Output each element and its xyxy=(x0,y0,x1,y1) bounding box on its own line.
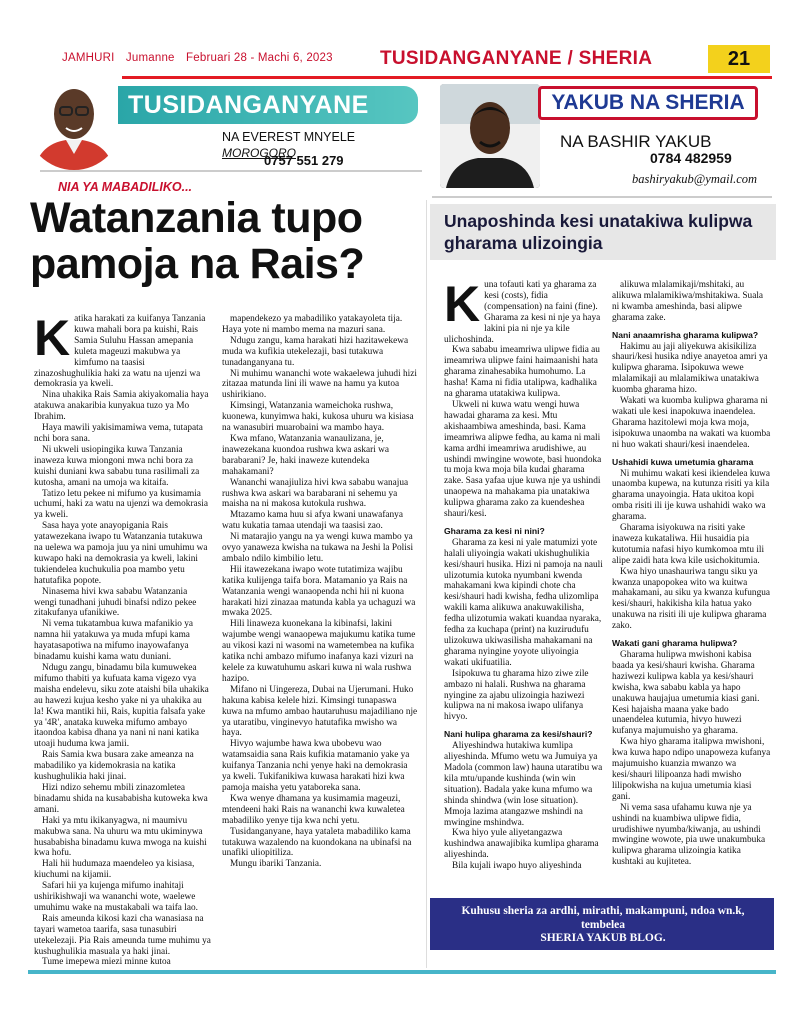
promo-text: Kuhusu sheria za ardhi, mirathi, makampuni, ndoa wn.k, tembelea xyxy=(461,905,745,931)
column-separator xyxy=(426,200,427,968)
paragraph: Haya mawili yakisimamiwa vema, tutapata nchi bora sana. xyxy=(34,423,203,444)
author-photo xyxy=(26,74,122,170)
paper-name: JAMHURI xyxy=(62,52,115,64)
paragraph: Ni vema tukatambua kuwa mafanikio ya namna hii yatakuwa ya muda mfupi kama hayatasapotiwa na mifumo inayowafanya binadamu kuishi kama watu duniani. xyxy=(34,619,194,663)
subheading: Wakati gani gharama hulipwa? xyxy=(612,638,738,649)
paragraph: Kimsingi, Watanzania wameichoka rushwa, kuonewa, kunyimwa haki, kukosa uhuru wa kisiasa na wanasubiri muarobaini wa mambo haya. xyxy=(222,401,414,434)
promo-blog-name: SHERIA YAKUB BLOG. xyxy=(540,932,666,944)
subheading: Nani hulipa gharama za kesi/shauri? xyxy=(444,729,593,740)
issue-info xyxy=(62,52,362,64)
paragraph: Gharama isiyokuwa na risiti yake inaweza kukataliwa. Hii husaidia pia kutotumia nafasi hiyo kumkomoa mtu ili alipe zaidi hata kwa kile usichokitumia. xyxy=(612,523,765,566)
paragraph: Wakati wa kuomba kulipwa gharama ni wakati ule kesi inapokuwa inaendelea. Gharama hazitolewi moja kwa moja, isipokuwa unaomba na wakati wa kuomba ni huo wakati shauri/kesi inaendelea. xyxy=(612,396,771,450)
paragraph: Tusidanganyane, haya yataleta mabadiliko kama tutakuwa wazalendo na kuondokana na ubinafsi na unafiki uliopitiliza. xyxy=(222,826,412,859)
divider xyxy=(432,196,772,198)
paragraph: Kwa hiyo yule aliyetangazwa kushindwa anawajibika kumlipa gharama aliyeshinda. xyxy=(444,828,599,861)
headline-line: pamoja na Rais? xyxy=(30,240,365,288)
paragraph: Ni muhimu wakati kesi ikiendelea kuwa unaomba kupewa, na kutunza risiti ya kila gharama unayoingia. Hata ukitoa kopi omba risiti ili ije kuwa ushahidi wako wa gharama. xyxy=(612,468,771,523)
headline xyxy=(30,195,420,287)
paragraph: Ndugu zangu, kama harakati hizi hazitawekewa muda wa kufikia utekelezaji, basi tutakuwa tunadanganyana tu. xyxy=(222,335,409,368)
paragraph: Kwa wenye dhamana ya kusimamia mageuzi, mtendeeni haki Rais na wananchi kwa kuwaletea mabadiliko yenye tija kwa nchi yetu. xyxy=(222,793,405,826)
paragraph: Nina uhakika Rais Samia akiyakomalia haya atakuwa anakaribia kunyakua tuzo ya Mo Ibrahim. xyxy=(34,390,209,423)
top-divider xyxy=(40,76,772,79)
paragraph: Ni vema sasa ufahamu kuwa nje ya ushindi na kuambiwa ulipwe fidia, urudishiwe nyumba/kiwanja, au ushindi mwingine wowote, pia uwe unakumbuka kulipwa gharama ulizoingia katika kushtaki au kujitetea. xyxy=(612,802,766,868)
paragraph: Rais Samia kwa busara zake ameanza na mabadiliko ya kidemokrasia na katika kushughulikia haki jinai. xyxy=(34,750,194,783)
column-tag xyxy=(118,86,418,124)
paragraph: Kwa hiyo gharama italipwa mwishoni, kwa kuwa hapo ndipo unapoweza kufanya majumuisho kuanzia mwanzo wa kesi/shauri lilipoanza hadi mwisho lilipokwisha na kujua umetumia kiasi gani. xyxy=(612,737,771,802)
paragraph: Ukweli ni kuwa watu wengi huwa hawadai gharama za kesi. Mtu akishaambiwa ameshinda, basi. Kama imeamriwa alipwe fedha, au kama ni mali kama ardhi imeamriwa arudishiwe, au ushindi mwingine wowote, basi huondoka tu moja kwa moja bila kudai gharama zake. Sasa yafaa ujue kuwa nje ya ushindi unaopewa na mahakama pia unatakiwa kulipwa gharama zako za kuendeshea shauri/kesi. xyxy=(444,399,602,520)
paragraph: Kwa hiyo unashauriwa tangu siku ya kwanza unapopokea wito wa kuitwa mahakamani, au siku ya kwanza kufungua kesi/shauri, hakikisha kila hatua yako unakuwa na risiti ili uje kulipwa gharama zako. xyxy=(612,566,770,632)
author-byline: NA BASHIR YAKUB xyxy=(560,132,712,151)
article-column-2 xyxy=(222,314,418,870)
paragraph: Rais ameunda kikosi kazi cha wanasiasa na tayari wametoa taarifa, sasa tunasubiri utekelezaji. Pia Rais ameunda tume muhimu ya kushughulikia masuala ya haki jinai. xyxy=(34,913,211,957)
article-column-3 xyxy=(444,276,604,872)
paragraph: Gharama hulipwa mwishoni kabisa baada ya kesi/shauri kwisha. Gharama haziwezi kulipwa kabla ya kesi/shauri kwisha, kwa sababu kabla ya hapo unakuwa haujajua umetumia kiasi gani. Kesi hajaisha maana yake bado unaendelea kutumia, hivyo huwezi kufanya majumuisho ya gharama. xyxy=(612,650,760,737)
article-column-1 xyxy=(34,310,212,968)
paragraph: Kwa mfano, Watanzania wanaulizana, je, inawezekana kuondoa rushwa kwa askari wa barabarani? Je, haki inaweze kutendeka mahakamani? xyxy=(222,433,390,477)
drop-cap: K xyxy=(34,310,71,366)
paragraph: Wananchi wanajiuliza hivi kwa sababu wanajua rushwa kwa askari wa barabarani ni sehemu ya maisha na ni makosa kutokula rushwa. xyxy=(222,477,409,510)
paragraph: Sasa haya yote anayopigania Rais yatawezekana iwapo tu Watanzania tutakuwa na uelewa wa pamoja juu ya nini umuhimu wa kuwapo haki na demokrasia ya kweli, lakini tukiendelea kuchukulia poa mambo yetu hatutafika popote. xyxy=(34,521,208,586)
column-tag-text: TUSIDANGANYANE xyxy=(128,91,369,119)
headline: Unaposhinda kesi unatakiwa kulipwa gharama ulizoingia xyxy=(444,211,753,253)
paragraph: Isipokuwa tu gharama hizo ziwe zile ambazo ni halali. Rushwa na gharama nyingine za ajabu ulizoingia haziwezi kulipwa na ni makosa iwapo ulifanya hivyo. xyxy=(444,668,589,723)
paragraph: Ni matarajio yangu na ya wengi kuwa mambo ya ovyo yanaweza kwisha na tukawa na Jeshi la Polisi ambalo ndilo kimbilio letu. xyxy=(222,532,414,564)
paragraph: Hakimu au jaji aliyekuwa akisikiliza shauri/kesi husika ndiye anayetoa amri ya kulipwa gharama. Isipokuwa wewe mlalamikaji au mlalamikiwa unatakiwa kuomba gharama hizo. xyxy=(612,341,768,396)
section-title: TUSIDANGANYANE / SHERIA xyxy=(380,48,653,69)
column-tag-text: YAKUB NA SHERIA xyxy=(551,91,745,114)
paragraph: Kwa sababu imeamriwa ulipwe fidia au imeamriwa ulipwe faini haimaanishi hata gharama zinahesabika humohumo. La hasha! Kama ni fidia utalipwa, kadhalika na gharama utatakiwa kulipwa. xyxy=(444,345,600,400)
paragraph: Hivyo wajumbe hawa kwa ubobevu wao watamsaidia sana Rais kufikia matamanio yake ya kuifanya Tanzania nchi yenye haki na demokrasia ya kweli. Tukifanikiwa kuwasa harakati hizi kwa pamoja maisha yetu yataboreka sana. xyxy=(222,739,410,793)
paragraph: Mtazamo kama huu si afya kwani unawafanya watu kukatia tamaa utendaji wa taasisi zao. xyxy=(222,510,403,532)
drop-cap: K xyxy=(444,276,481,332)
author-phone: 0757 551 279 xyxy=(264,153,344,168)
author-phone: 0784 482959 xyxy=(650,150,732,166)
subheading: Gharama za kesi ni nini? xyxy=(444,525,545,536)
paragraph: Ndugu zangu, binadamu bila kumuwekea mifumo thabiti ya kufuata kama vigezo vya maisha endelevu, siku zote ataishi bila uhakika au hawezi kujua kesho yake ni ya uhakika au la! Kwa mantiki hii, Rais, kupitia falsafa yake ya '4R', anataka kuweka mifumo ambayo itaondoa kabisa dhana ya nani ni nani katika utoaji huduma kwa jamii. xyxy=(34,663,209,750)
paragraph: Ni ukweli usiopingika kuwa Tanzania inaweza kuwa miongoni mwa nchi bora za kuishi duniani kwa sababu tuna rasilimali za kutosha, amani na umoja wa kitaifa. xyxy=(34,444,200,488)
paragraph: Ninasema hivi kwa sababu Watanzania wengi tunadhani juhudi binafsi ndizo pekee zitakufanya ufanikiwe. xyxy=(34,586,197,619)
paragraph: Hizi ndizo sehemu mbili zinazomletea binadamu shida na kusababisha kutoweka kwa amani. xyxy=(34,782,208,815)
paragraph: Gharama za kesi ni yale matumizi yote halali uliyoingia wakati ukishughulikia kesi/shauri husika. Hizi ni pamoja na nauli ulizotumia kutoka nyumbani kwenda mahakamani kwa kipindi chote cha kesi/shauri hadi kwisha, fedha ulizomlipa wakili kama alikuwa anakuwakilisha, fedha ulizotumia wakati kuandaa nyaraka, fedha za kuchapa (print) na kuzirudufu ulizokuwa ukiwasilisha mahakamani na gharama nyingine yoyote uliyoingia wakati ukifuatilia. xyxy=(444,537,603,668)
paragraph: Mifano ni Uingereza, Dubai na Ujerumani. Huko hakuna kabisa kelele hizi. Kimsingi tunapaswa kuwa na mfumo ambao hautaruhusu majadiliano nje ya utaratibu, vinginevyo hatutafika mwisho wa haya. xyxy=(222,684,418,739)
paragraph: Tatizo letu pekee ni mifumo ya kusimamia uchumi, haki za watu na ujenzi wa demokrasia ya kweli. xyxy=(34,488,208,521)
paragraph: una tofauti kati ya gharama za kesi (costs), fidia (compensation) na faini (fine). Gharama za kesi ni nje ya haya lakini pia ni nje ya kile ulichoshinda. xyxy=(444,280,601,345)
author-location: MOROGORO xyxy=(222,146,296,160)
column-tag xyxy=(538,86,758,120)
page-number: 21 xyxy=(708,45,770,73)
article-column-4 xyxy=(612,280,772,868)
paragraph: Bila kujali iwapo huyo aliyeshinda xyxy=(452,861,582,872)
author-byline: NA EVEREST MNYELE xyxy=(222,130,356,144)
issue-day: Jumanne xyxy=(125,52,175,64)
author-email: bashiryakub@ymail.com xyxy=(632,172,758,186)
headline-line: Watanzania tupo xyxy=(30,194,363,242)
subheading: Ushahidi kuwa umetumia gharama xyxy=(612,456,754,467)
author-photo xyxy=(440,84,540,188)
paragraph: Hii itawezekana iwapo wote tutatimiza wajibu katika kulijenga taifa bora. Matamanio ya Rais na Watanzania wengi wanaopenda nchi hii ni kuona harakati hizi zinazaa matunda kabla ya uchaguzi wa mwaka 2025. xyxy=(222,564,416,619)
paragraph: Hili linaweza kuonekana la kibinafsi, lakini wajumbe wengi wanaopewa majukumu katika tume au vikosi kazi ni wasomi na wametembea na kufika katika nchi ambazo mifumo inafanya kazi vizuri na kelele za kuwatuhumu askari kuwa ni wala rushwa hazipo. xyxy=(222,619,416,684)
paragraph: Tume imepewa miezi minne kutoa xyxy=(42,957,171,968)
paragraph: mapendekezo ya mabadiliko yatakayoleta tija. Haya yote ni mambo mema na mazuri sana. xyxy=(222,314,403,335)
subheading: Nani anaamrisha gharama kulipwa? xyxy=(612,329,759,340)
paragraph: Aliyeshindwa hutakiwa kumlipa aliyeshinda. Mfumo wetu wa Jumuiya ya Madola (common law) hauna utaratibu wa kila mtu/upande kushinda (win win situation). Badala yake kuna mfumo wa shinda shindwa (win lose situation). Mmoja lazima atangazwe mshindi na mwingine mshindwa. xyxy=(444,741,603,828)
bottom-divider xyxy=(28,970,776,974)
paragraph: Ni muhimu wananchi wote wakaelewa juhudi hizi zitazaa matunda lini ili wawe na hamu ya kutoa ushirikiano. xyxy=(222,368,417,401)
paragraph: Mungu ibariki Tanzania. xyxy=(230,859,322,870)
issue-dates: Februari 28 - Machi 6, 2023 xyxy=(186,52,333,64)
paragraph: atika harakati za kuifanya Tanzania kuwa mahali bora pa kuishi, Rais Samia Suluhu Hassan amepania kuleta mageuzi makubwa ya kimfumo na taasisi zinazoshughulikia haki za watu na ujenzi wa demokrasia ya kweli. xyxy=(34,314,206,390)
paragraph: Haki ya mtu ikikanyagwa, ni maumivu makubwa sana. Na uhuru wa mtu ukiminywa husababisha binadamu kuwa mwoga na kuishi kwa hofu. xyxy=(34,815,207,859)
divider xyxy=(40,170,422,172)
paragraph: alikuwa mlalamikaji/mshitaki, au alikuwa mlalamikiwa/mshitakiwa. Suala ni kwamba ameshinda, basi alipwe gharama zake. xyxy=(612,280,764,323)
paragraph: Safari hii ya kujenga mifumo inahitaji ushirikishwaji wa wananchi wote, waelewe umuhimu wake na mustakabali wa taifa lao. xyxy=(34,881,198,913)
kicker: NIA YA MABADILIKO... xyxy=(58,180,193,194)
paragraph: Hali hii hudumaza maendeleo ya kisiasa, kiuchumi na kijamii. xyxy=(34,859,195,881)
